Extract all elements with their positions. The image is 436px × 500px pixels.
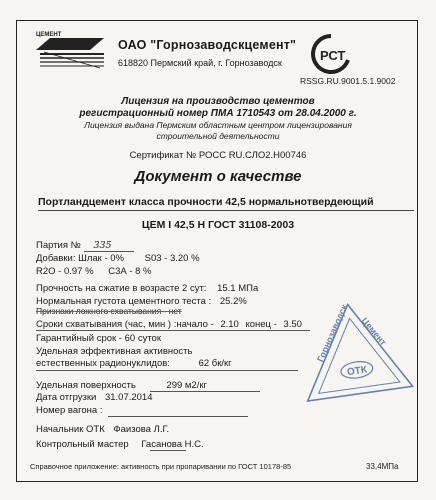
footer-mpa-value: 33,4МПа (366, 462, 399, 471)
activity-row (36, 358, 232, 369)
batch-value: 335 (93, 240, 112, 251)
control-master-row (36, 439, 204, 450)
setting-end-label: конец - (245, 319, 277, 330)
underline (108, 416, 248, 417)
surface-value: 299 м2/кг (166, 380, 207, 391)
underline (36, 330, 310, 331)
signature-line (150, 450, 186, 451)
setting-label: Сроки схватывания (час, мин ) :начало - (36, 319, 214, 330)
cement-grade: ЦЕМ I 42,5 Н ГОСТ 31108-2003 (141, 219, 295, 231)
logo-text: ЦЕМЕНТ (36, 32, 62, 38)
strength-row (36, 283, 258, 294)
divider (38, 210, 414, 211)
additives-row (36, 253, 200, 264)
r2o-c3a-row (36, 266, 152, 277)
setting-start: 2.10 (220, 319, 239, 330)
control-master-name: Гасанова Н.С. (141, 439, 204, 450)
cert-mark-text: РСТ (320, 48, 346, 63)
r2o-value: R2O - 0.97 % (36, 266, 94, 277)
ship-date-value: 31.07.2014 (104, 392, 153, 403)
license-line-1: Лицензия на производство цементов (121, 96, 315, 107)
warranty: Гарантийный срок - 60 суток (36, 333, 161, 344)
false-setting: Признаки ложного схватывания - нет (36, 306, 182, 316)
organization-address: 618820 Пермский край, г. Горнозаводск (118, 58, 282, 68)
strength-label: Прочность на сжатие в возрасте 2 сут: (36, 283, 207, 294)
license-line-2: регистрационный номер ПМА 1710543 от 28.04.2000 г. (79, 108, 357, 119)
setting-row (36, 319, 302, 330)
setting-end: 3.50 (283, 319, 302, 330)
c3a-value: С3А - 8 % (108, 266, 152, 277)
ship-date-row (36, 392, 153, 403)
stamp-right-text: Цемент (359, 315, 389, 348)
otk-head-label: Начальник ОТК (36, 424, 105, 435)
cement-logo-icon (30, 30, 110, 74)
wagon-number: Номер вагона : (36, 405, 103, 416)
batch-label: Партия № (36, 240, 81, 251)
document-title: Документ о качестве (134, 168, 302, 185)
activity-label-2: естественных радионуклидов: (36, 358, 170, 369)
organization-name: ОАО "Горнозаводскцемент" (118, 38, 297, 52)
otk-stamp-icon (296, 298, 414, 416)
otk-head-row (36, 424, 169, 435)
rssg-number: RSSG.RU.9001.5.1.9002 (300, 76, 396, 86)
rst-certification-mark-icon (308, 34, 354, 74)
underline (150, 391, 260, 392)
license-line-4: строительной деятельности (156, 131, 280, 141)
consistency-value: 25.2% (219, 296, 247, 307)
product-description: Портландцемент класса прочности 42,5 нормальнотвердеющий (38, 196, 374, 208)
underline (84, 251, 134, 252)
control-master-label: Контрольный мастер (36, 439, 129, 450)
strength-value: 15.1 МПа (217, 283, 259, 294)
certificate-number: Сертификат № РОСС RU.СЛО2.Н00746 (129, 150, 307, 161)
otk-head-name: Фаизова Л.Г. (113, 424, 170, 435)
ship-date-label: Дата отгрузки (36, 392, 97, 403)
so3-value: S03 - 3.20 % (144, 253, 200, 264)
stamp-top-text: Горнозаводск (315, 302, 350, 364)
license-line-3: Лицензия выдана Пермским областным центром лицензирования (84, 120, 352, 130)
underline (36, 370, 298, 371)
footer-reference-note: Справочное приложение: активность при пропаривании по ГОСТ 10178-85 (30, 462, 292, 471)
surface-label: Удельная поверхность (36, 380, 136, 391)
batch-row (36, 240, 112, 251)
activity-value: 62 бк/кг (198, 358, 232, 369)
stamp-center-text: ОТК (346, 364, 368, 379)
consistency-label: Нормальная густота цементного теста : (36, 296, 212, 307)
activity-label-1: Удельная эффективная активность (36, 346, 193, 357)
surface-row (36, 380, 207, 391)
additives-label: Добавки: Шлак - 0% (36, 253, 124, 264)
